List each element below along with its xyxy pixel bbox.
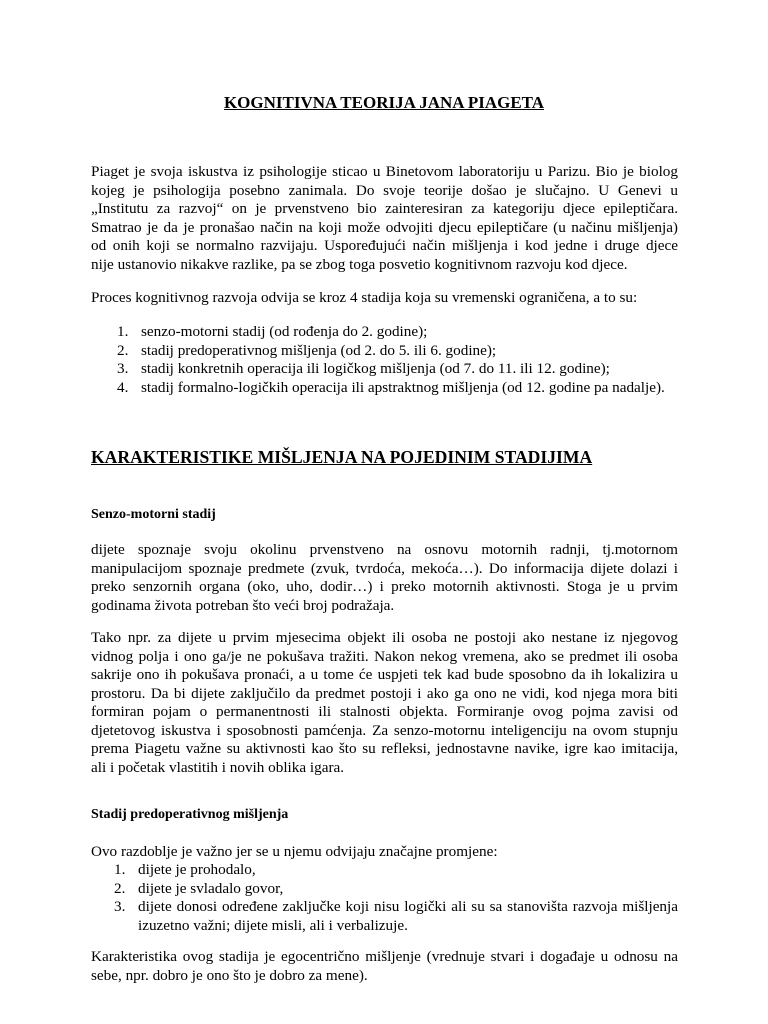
text-line: Karakteristika ovog stadija je egocentrično mišljenje (vrednuje stvari i događaje u odnosu na <box>91 948 678 965</box>
senzo-paragraph-2 <box>91 629 678 777</box>
text-line: godinama života potreban što veći broj podražaja. <box>91 596 395 614</box>
intro-paragraph <box>91 163 678 274</box>
text-line: dijete spoznaje svoju okolinu prvenstveno na osnovu motornih radnji, tj.motornom <box>91 541 678 558</box>
subsection-heading-senzo: Senzo-motorni stadij <box>91 507 216 522</box>
text-line: Piaget je svoja iskustva iz psihologije sticao u Binetovom laboratoriju u Parizu. Bio je biolog <box>91 163 678 180</box>
senzo-paragraph-1 <box>91 541 678 615</box>
text-line: sakrije ono ih pokušava pronaći, a u tome će uspjeti tek kad bude sposobno da ih lokalizira u <box>91 666 678 683</box>
list-item: 3. stadij konkretnih operacija ili logičkog mišljenja (od 7. do 11. ili 12. godine); <box>117 360 610 377</box>
text-line: preko senzornih organa (oko, uho, dodir…) i preko motornih aktivnosti. Stoga je u prvim <box>91 578 678 595</box>
text-line: prema Piagetu važne su aktivnosti kao što su refleksi, jednostavne navike, igre kao imitacija, <box>91 740 678 757</box>
document-title: KOGNITIVNA TEORIJA JANA PIAGETA <box>223 93 545 112</box>
predop-list <box>114 861 678 935</box>
text-line: sebe, npr. dobro je ono što je dobro za mene). <box>91 966 368 984</box>
text-line: kojeg je psihologija posebno zanimala. Do svoje teorije došao je slučajno. U Genevi u <box>91 181 678 199</box>
text-line: ali i početak vlastitih i novih oblika igara. <box>91 758 345 776</box>
text-line: manipulacijom spoznaje predmete (zvuk, tvrdoća, mekoća…). Do informacija dijete dolazi i <box>91 559 678 577</box>
list-item: 1. senzo-motorni stadij (od rođenja do 2. godine); <box>117 323 428 340</box>
stages-list <box>117 323 665 397</box>
subsection-heading-predop: Stadij predoperativnog mišljenja <box>91 807 289 822</box>
process-intro: Proces kognitivnog razvoja odvija se kroz 4 stadija koja su vremenski ograničena, a to su: <box>91 289 638 306</box>
text-line: vidnog polja i ono ga/je ne pokušava tražiti. Nakon nekog vremena, ako se predmet ili osoba <box>91 647 678 665</box>
list-item: 2. stadij predoperativnog mišljenja (od 2. do 5. ili 6. godine); <box>117 341 497 359</box>
text-line: djetetovog iskustva i sposobnosti pamćenja. Za senzo-motornu inteligenciju na ovom stupnju <box>91 721 678 739</box>
section-heading: KARAKTERISTIKE MIŠLJENJA NA POJEDINIM STADIJIMA <box>91 447 593 467</box>
list-item: 2. dijete je svladalo govor, <box>114 879 284 897</box>
text-line: nije ustanovio nikakve razlike, pa se zbog toga posvetio kognitivnom razvoju kod djece. <box>91 255 628 273</box>
text-line: Smatrao je da je pronašao način na koji može odvojiti djecu epileptičare (u načinu mišljenja) <box>91 218 678 236</box>
text-line: formiran pojam o permanentnosti ili stalnosti objekta. Formiranje ovog pojma zavisi od <box>91 703 678 720</box>
list-item: 1. dijete je prohodalo, <box>114 861 256 878</box>
text-line: od onih koji se normalno razvijaju. Uspoređujući način mišljenja i kod jedne i druge djece <box>91 237 678 254</box>
predop-final-paragraph <box>91 948 678 985</box>
list-item: 3. dijete donosi određene zaključke koji nisu logički ali su sa stanovišta razvoja mišljenja izuzetno važni; dijete misli, ali i verbalizuje. <box>114 898 678 934</box>
predop-intro: Ovo razdoblje je važno jer se u njemu odvijaju značajne promjene: <box>91 843 498 860</box>
text-line: „Institutu za razvoj“ on je prvenstveno bio zainteresiran za kategoriju djece epileptičara. <box>91 200 678 217</box>
text-line: Tako npr. za dijete u prvim mjesecima objekt ili osoba ne postoji ako nestane iz njegovog <box>91 629 678 646</box>
text-line: prostoru. Da bi dijete zaključilo da predmet postoji i ako ga ono ne vidi, kod njega mora biti <box>91 684 678 702</box>
list-item: 4. stadij formalno-logičkih operacija ili apstraktnog mišljenja (od 12. godine pa nadalje). <box>117 378 665 396</box>
